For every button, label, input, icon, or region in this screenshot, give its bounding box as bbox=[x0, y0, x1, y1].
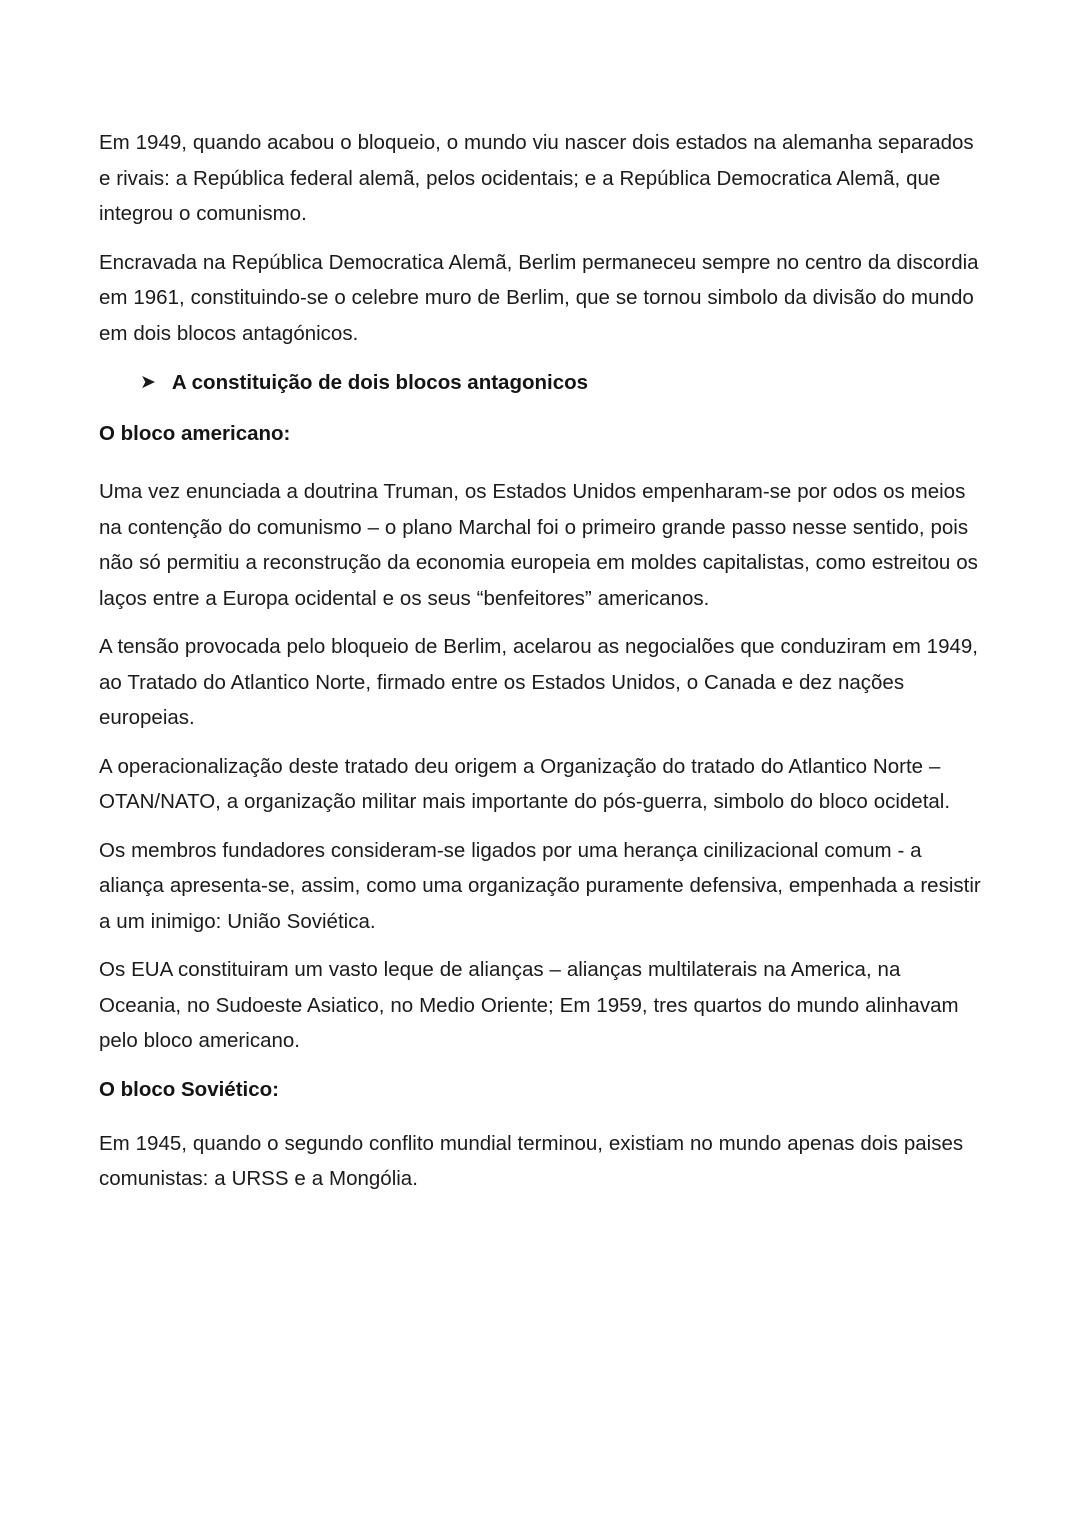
paragraph-tratado-atlantico-norte: A tensão provocada pelo bloqueio de Berlim, acelarou as negocialões que conduziram em 1949, ao Tratado do Atlantico Norte, firmado entre os Estados Unidos, o Canada e dez nações europeias. bbox=[99, 635, 978, 729]
paragraph-berlim-muro: Encravada na República Democratica Alemã, Berlim permaneceu sempre no centro da discordia em 1961, constituindo-se o celebre muro de Berlim, que se tornou simbolo da divisão do mundo em dois blocos antagónicos. bbox=[99, 250, 979, 345]
paragraph-1945-paises-comunistas: Em 1945, quando o segundo conflito mundial terminou, existiam no mundo apenas dois paises comunistas: a URSS e a Mongólia. bbox=[99, 1131, 964, 1190]
paragraph-otan-nato: A operacionalização deste tratado deu origem a Organização do tratado do Atlantico Norte – OTAN/NATO, a organização militar mais importante do pós-guerra, simbolo do bloco ocidetal. bbox=[99, 754, 951, 813]
paragraph-doutrina-truman: Uma vez enunciada a doutrina Truman, os Estados Unidos empenharam-se por odos os meios na contenção do comunismo – o plano Marchal foi o primeiro grande passo nesse sentido, pois não só permitiu a reconstrução da economia europeia em moldes capitalistas, como estreitou os laços entre a Europa ocidental e os seus “benfeitores” americanos. bbox=[99, 480, 978, 610]
bullet-constituicao-dois-blocos bbox=[99, 365, 981, 400]
heading-bloco-americano: O bloco americano: bbox=[99, 422, 291, 445]
paragraph-aliancas-eua: Os EUA constituiram um vasto leque de alianças – alianças multilaterais na America, na Oceania, no Sudoeste Asiatico, no Medio Oriente; Em 1959, tres quartos do mundo alinhavam pelo bloco americano. bbox=[99, 958, 959, 1052]
paragraph-membros-fundadores: Os membros fundadores consideram-se ligados por uma herança cinilizacional comum - a aliança apresenta-se, assim, como uma organização puramente defensiva, empenhada a resistir a um inimigo: União Soviética. bbox=[99, 838, 981, 933]
document-body bbox=[99, 125, 981, 1197]
bullet-constituicao-dois-blocos-label: A constituição de dois blocos antagonicos bbox=[171, 371, 589, 394]
heading-bloco-sovietico: O bloco Soviético: bbox=[99, 1077, 279, 1101]
paragraph-1949-bloqueio: Em 1949, quando acabou o bloqueio, o mundo viu nascer dois estados na alemanha separados e rivais: a República federal alemã, pelos ocidentais; e a República Democratica Alemã, que integrou o comunismo. bbox=[99, 131, 974, 225]
arrow-bullet-icon: ➤ bbox=[140, 372, 156, 393]
spacer bbox=[99, 466, 981, 474]
